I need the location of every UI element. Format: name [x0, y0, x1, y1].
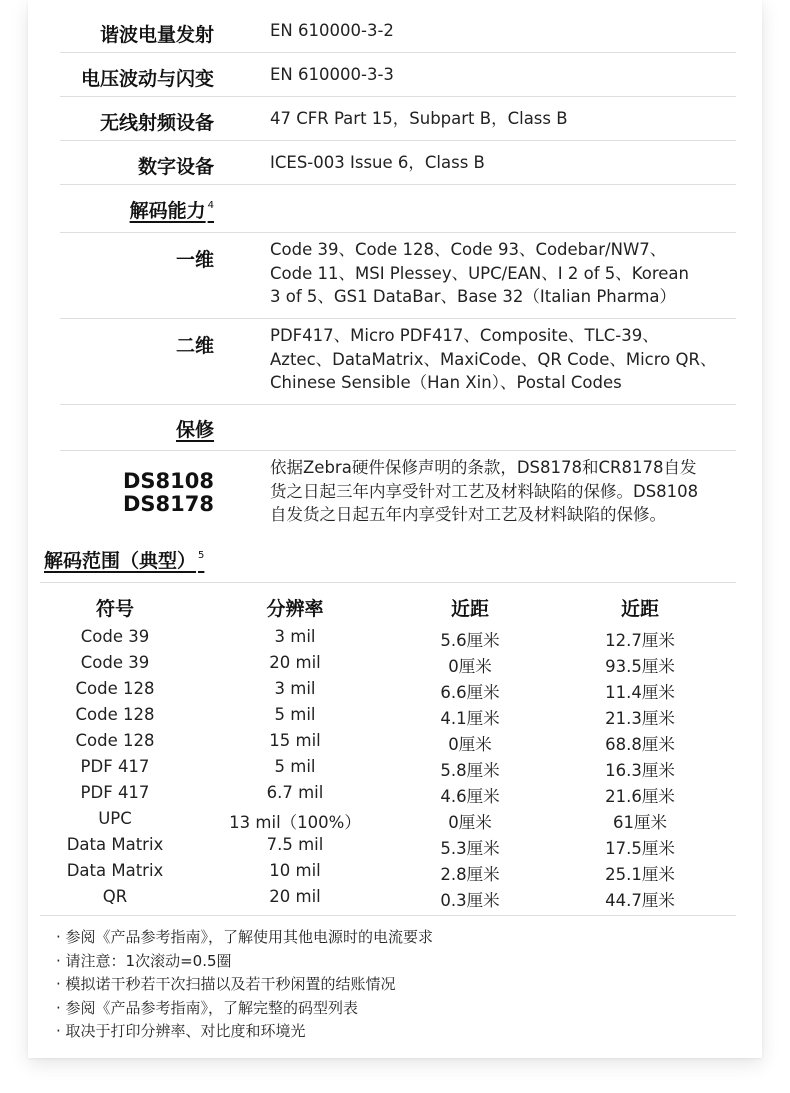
model-name: DS8178 — [122, 492, 214, 516]
near-range-cell: 5.6厘米 — [440, 631, 500, 650]
footnote-ref: 4 — [207, 200, 214, 211]
near-range-cell: 4.1厘米 — [440, 709, 500, 728]
spec-row — [60, 96, 736, 141]
symbol-cell: Code 128 — [75, 705, 155, 724]
far-range-cell: 17.5厘米 — [605, 839, 675, 858]
near-range-cell: 5.3厘米 — [440, 839, 500, 858]
spec-value: EN 610000-3-2 — [270, 21, 394, 40]
symbol-cell: PDF 417 — [80, 783, 150, 802]
spec-label: 电压波动与闪变 — [80, 68, 214, 90]
symbol-cell: Data Matrix — [66, 861, 164, 880]
column-header: 分辨率 — [266, 598, 324, 620]
resolution-cell: 13 mil（100%） — [229, 813, 361, 832]
far-range-cell: 12.7厘米 — [605, 631, 675, 650]
two-d-label: 二维 — [175, 335, 214, 357]
footnote: · 模拟诺干秒若干次扫描以及若干秒闲置的结账情况 — [56, 975, 396, 993]
two-d-symbologies: PDF417、Micro PDF417、Composite、TLC-39、 Aztec、DataMatrix、MaxiCode、QR Code、Micro QR、 Chinese Sensible（Han Xin）、Postal Codes — [270, 326, 717, 392]
column-header: 符号 — [95, 598, 134, 620]
symbol-cell: Data Matrix — [66, 835, 164, 854]
decode-capability-heading: 解码能力 $^4$ — [129, 200, 214, 222]
symbol-cell: PDF 417 — [80, 757, 150, 776]
spec-value: 47 CFR Part 15，Subpart B，Class B — [270, 109, 568, 128]
far-range-cell: 21.3厘米 — [605, 709, 675, 728]
warranty-text: 依据Zebra硬件保修声明的条款，DS8178和CR8178自发 货之日起三年内享受针对工艺及材料缺陷的保修。DS8108 自发货之日起五年内享受针对工艺及材料缺陷的保修。 — [270, 458, 699, 524]
column-header: 近距 — [620, 598, 659, 620]
footnote-ref: 5 — [198, 550, 205, 561]
near-range-cell: 6.6厘米 — [440, 683, 500, 702]
spec-row — [60, 52, 736, 97]
spec-value: EN 610000-3-3 — [270, 65, 394, 84]
far-range-cell: 16.3厘米 — [605, 761, 675, 780]
near-range-cell: 0厘米 — [448, 735, 492, 754]
resolution-cell: 3 mil — [274, 627, 316, 646]
far-range-cell: 21.6厘米 — [605, 787, 675, 806]
far-range-cell: 68.8厘米 — [605, 735, 675, 754]
far-range-cell: 61厘米 — [613, 813, 667, 832]
spec-label: 无线射频设备 — [99, 112, 214, 134]
spec-label: 谐波电量发射 — [99, 24, 214, 46]
spec-row — [60, 140, 736, 185]
far-range-cell: 93.5厘米 — [605, 657, 675, 676]
near-range-cell: 4.6厘米 — [440, 787, 500, 806]
spec-label: 数字设备 — [137, 156, 214, 178]
near-range-cell: 0厘米 — [448, 657, 492, 676]
near-range-cell: 0厘米 — [448, 813, 492, 832]
divider — [40, 582, 736, 583]
footnote: · 请注意：1次滚动=0.5圈 — [56, 951, 232, 970]
symbol-cell: Code 39 — [80, 653, 150, 672]
decode-range-heading: 解码范围（典型） $^5$ — [44, 550, 205, 572]
resolution-cell: 5 mil — [274, 757, 316, 776]
spec-value: ICES-003 Issue 6，Class B — [270, 153, 485, 172]
warranty-models — [123, 470, 214, 516]
resolution-cell: 3 mil — [274, 679, 316, 698]
footnote: · 参阅《产品参考指南》，了解完整的码型列表 — [56, 998, 359, 1017]
far-range-cell: 25.1厘米 — [605, 865, 675, 884]
two-d-row — [60, 318, 736, 405]
near-range-cell: 0.3厘米 — [440, 891, 500, 910]
footnote: · 取决于打印分辨率、对比度和环境光 — [56, 1022, 306, 1040]
divider — [40, 915, 736, 916]
one-d-label: 一维 — [175, 249, 214, 271]
spec-row — [60, 8, 736, 53]
near-range-cell: 2.8厘米 — [440, 865, 500, 884]
near-range-cell: 5.8厘米 — [440, 761, 500, 780]
resolution-cell: 20 mil — [269, 887, 321, 906]
resolution-cell: 5 mil — [274, 705, 316, 724]
footnotes — [56, 926, 433, 1044]
far-range-cell: 11.4厘米 — [605, 683, 675, 702]
symbol-cell: QR — [102, 887, 128, 906]
symbol-cell: UPC — [98, 809, 132, 828]
warranty-heading: 保修 — [175, 419, 214, 441]
resolution-cell: 6.7 mil — [266, 783, 324, 802]
symbol-cell: Code 128 — [75, 731, 155, 750]
one-d-row — [60, 232, 736, 319]
symbol-cell: Code 39 — [80, 627, 150, 646]
decode-capability-heading-row — [60, 184, 736, 233]
resolution-cell: 7.5 mil — [266, 835, 324, 854]
model-name: DS8108 — [122, 469, 214, 493]
footnote: · 参阅《产品参考指南》，了解使用其他电源时的电流要求 — [56, 928, 434, 946]
warranty-heading-row — [60, 404, 736, 451]
resolution-cell: 10 mil — [269, 861, 321, 880]
column-header: 近距 — [450, 598, 489, 620]
warranty-row — [60, 450, 736, 540]
far-range-cell: 44.7厘米 — [605, 891, 675, 910]
resolution-cell: 20 mil — [269, 653, 321, 672]
resolution-cell: 15 mil — [269, 731, 321, 750]
symbol-cell: Code 128 — [75, 679, 155, 698]
one-d-symbologies: Code 39、Code 128、Code 93、Codebar/NW7、 Code 11、MSI Plessey、UPC/EAN、I 2 of 5、Korean 3 of 5、GS1 DataBar、Base 32（Italian Pharma） — [270, 240, 689, 306]
